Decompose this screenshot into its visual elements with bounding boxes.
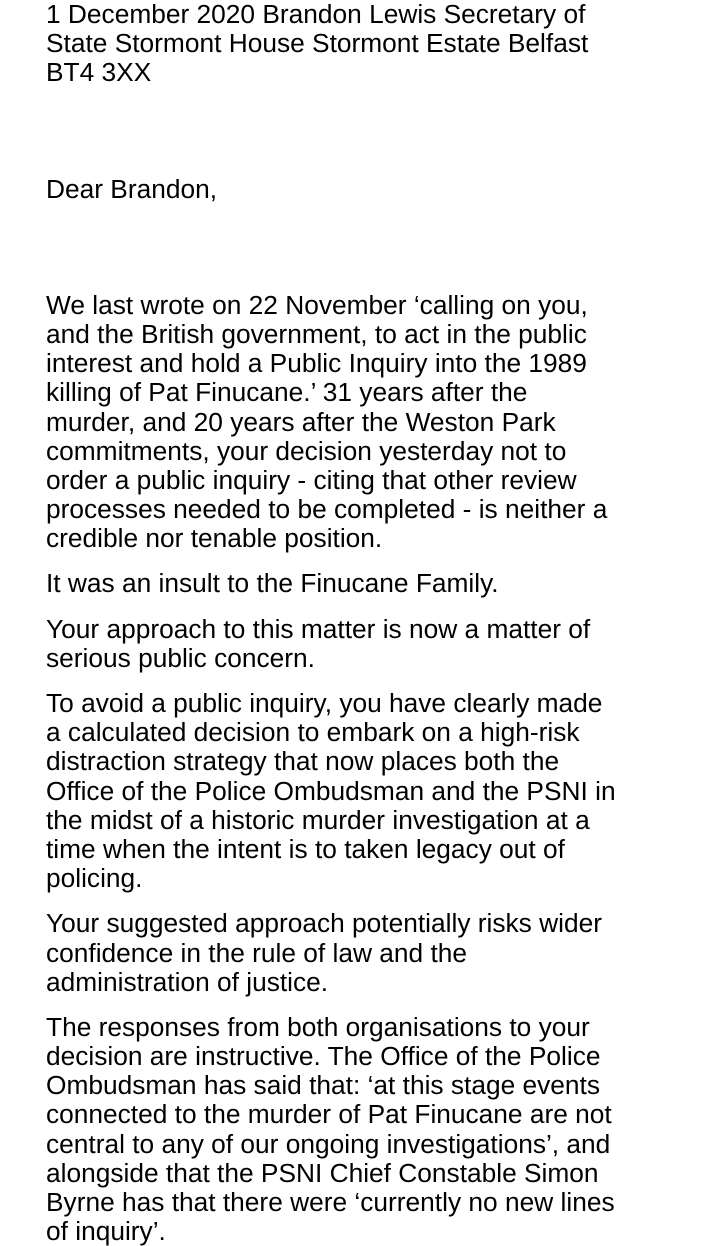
paragraph-line: serious public concern.	[46, 642, 315, 673]
paragraph-line: We last wrote on 22 November ‘calling on you,	[46, 289, 588, 320]
paragraph-line: It was an insult to the Finucane Family.	[46, 568, 499, 599]
address-line: 1 December 2020 Brandon Lewis Secretary of	[46, 0, 586, 29]
paragraph-line: interest and hold a Public Inquiry into the 1989	[46, 348, 587, 379]
paragraph-line: To avoid a public inquiry, you have clearly made	[46, 688, 603, 718]
paragraph-line: Office of the Police Ombudsman and the PSNI in	[46, 775, 616, 806]
paragraph-line: administration of justice.	[46, 966, 329, 997]
paragraph-line: distraction strategy that now places both the	[46, 746, 560, 777]
paragraph-line: order a public inquiry - citing that other review	[46, 464, 577, 495]
paragraph-6	[46, 1013, 696, 1246]
letter-page	[46, 0, 696, 1246]
address-line: BT4 3XX	[46, 57, 152, 88]
paragraph-line: and the British government, to act in the public	[46, 318, 587, 349]
paragraph-line: connected to the murder of Pat Finucane are not	[46, 1099, 612, 1130]
paragraph-1	[46, 291, 696, 554]
paragraph-line: Ombudsman has said that: ‘at this stage events	[46, 1070, 600, 1101]
paragraph-line: murder, and 20 years after the Weston Park	[46, 406, 556, 437]
paragraph-line: policing.	[46, 863, 143, 894]
paragraph-3	[46, 615, 696, 673]
paragraph-line: confidence in the rule of law and the	[46, 937, 468, 968]
paragraph-line: a calculated decision to embark on a high-risk	[46, 717, 580, 748]
paragraph-line: credible nor tenable position.	[46, 523, 383, 554]
paragraph-line: decision are instructive. The Office of the Police	[46, 1041, 601, 1072]
paragraph-line: of inquiry’.	[46, 1216, 166, 1246]
paragraph-line: The responses from both organisations to your	[46, 1011, 590, 1042]
paragraph-line: time when the intent is to taken legacy out of	[46, 833, 565, 864]
address-block	[46, 0, 696, 88]
paragraph-line: Your approach to this matter is now a matter of	[46, 613, 591, 644]
paragraph-line: Your suggested approach potentially risks wider	[46, 908, 602, 939]
paragraph-line: the midst of a historic murder investigation at a	[46, 804, 590, 835]
paragraph-line: alongside that the PSNI Chief Constable Simon	[46, 1157, 599, 1188]
paragraph-line: killing of Pat Finucane.’ 31 years after the	[46, 377, 528, 408]
paragraph-line: commitments, your decision yesterday not to	[46, 435, 567, 466]
paragraph-4	[46, 689, 696, 893]
paragraph-2	[46, 569, 696, 598]
salutation-text: Dear Brandon,	[46, 173, 218, 204]
paragraph-line: processes needed to be completed - is neither a	[46, 494, 608, 525]
address-line: State Stormont House Stormont Estate Belfast	[46, 28, 589, 59]
salutation	[46, 175, 696, 204]
paragraph-5	[46, 909, 696, 997]
paragraph-line: central to any of our ongoing investigations’, and	[46, 1128, 611, 1159]
paragraph-line: Byrne has that there were ‘currently no new lines	[46, 1187, 615, 1217]
